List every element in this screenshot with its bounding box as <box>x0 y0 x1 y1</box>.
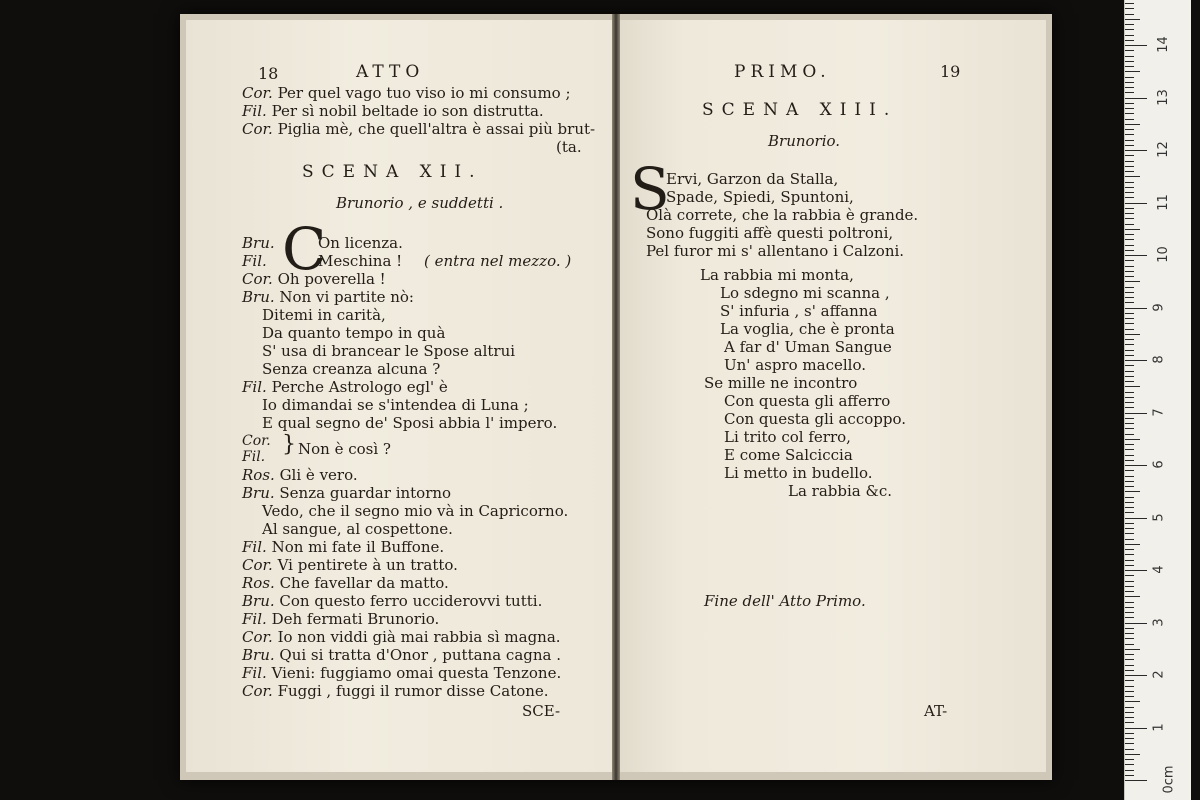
verse-line: La rabbia &c. <box>788 482 893 500</box>
ruler-tick <box>1125 586 1134 587</box>
ruler-tick <box>1125 281 1140 282</box>
scena-title-right: SCENA XIII. <box>702 100 898 120</box>
speaker-fil: Fil. <box>242 449 266 465</box>
ruler-tick <box>1125 166 1134 167</box>
scena-subtitle-right: Brunorio. <box>768 132 841 150</box>
ruler-tick <box>1125 129 1134 130</box>
ruler-tick <box>1125 638 1134 639</box>
ruler-tick <box>1125 491 1140 492</box>
ruler-tick <box>1125 66 1134 67</box>
ruler-label: 12 <box>1155 141 1171 158</box>
ruler-tick <box>1125 780 1147 781</box>
ruler-tick <box>1125 549 1134 550</box>
ruler-tick <box>1125 329 1134 330</box>
ruler-label: 5 <box>1151 512 1167 522</box>
ruler-tick <box>1125 686 1134 687</box>
dialogue-line: Al sangue, al cospettone. <box>262 520 453 538</box>
ruler-tick <box>1125 87 1134 88</box>
verse-line: Fil. Per sì nobil beltade io son distrutta. <box>242 102 544 120</box>
ruler-tick <box>1125 518 1147 519</box>
ruler-tick <box>1125 649 1140 650</box>
ruler-tick <box>1125 607 1134 608</box>
drop-cap-c: C <box>282 215 327 283</box>
ruler-tick <box>1125 449 1134 450</box>
ruler-tick <box>1125 418 1134 419</box>
dialogue-line: Ros. Gli è vero. <box>242 466 358 484</box>
ruler-tick <box>1125 371 1134 372</box>
ruler-tick <box>1125 680 1134 681</box>
ruler-tick <box>1125 434 1134 435</box>
ruler-tick <box>1125 759 1134 760</box>
page-number-left: 18 <box>258 64 279 83</box>
verse-line: S' infuria , s' affanna <box>720 302 878 320</box>
ruler-tick <box>1125 276 1134 277</box>
dialogue-line: Fil. <box>242 252 267 270</box>
dialogue-line: Fil. Non mi fate il Buffone. <box>242 538 445 556</box>
ruler-label: 3 <box>1151 617 1167 627</box>
dialogue-line: Cor. Vi pentirete à un tratto. <box>242 556 458 574</box>
ruler-tick <box>1125 575 1134 576</box>
ruler-tick <box>1125 208 1134 209</box>
ruler-tick <box>1125 533 1134 534</box>
ruler-tick <box>1125 29 1134 30</box>
scena-title-left: SCENA XII. <box>302 162 483 182</box>
ruler-tick <box>1125 339 1134 340</box>
ruler-tick <box>1125 224 1134 225</box>
ruler-tick <box>1125 460 1134 461</box>
ruler-tick <box>1125 722 1134 723</box>
ruler-tick <box>1125 145 1134 146</box>
ruler-tick <box>1125 602 1134 603</box>
ruler-tick <box>1125 108 1134 109</box>
ruler-tick <box>1125 628 1134 629</box>
verse-line: Olà correte, che la rabbia è grande. <box>646 206 919 224</box>
ruler-label: 11 <box>1155 193 1171 211</box>
dialogue-line: Vedo, che il segno mio và in Capricorno. <box>262 502 569 520</box>
ruler-tick <box>1125 617 1134 618</box>
verse-line: Se mille ne incontro <box>704 374 858 392</box>
ruler-tick <box>1125 376 1134 377</box>
dialogue-line: Cor. Oh poverella ! <box>242 270 386 288</box>
ruler-tick <box>1125 439 1140 440</box>
ruler-tick <box>1125 187 1134 188</box>
ruler-tick <box>1125 644 1134 645</box>
verse-line: Sono fuggiti affè questi poltroni, <box>646 224 894 242</box>
ruler-tick <box>1125 234 1134 235</box>
ruler-tick <box>1125 92 1134 93</box>
verse-line: Spade, Spiedi, Spuntoni, <box>666 188 854 206</box>
verse-line: Con questa gli accoppo. <box>724 410 906 428</box>
ruler-tick <box>1125 360 1147 361</box>
ruler-tick <box>1125 523 1134 524</box>
ruler-tick <box>1125 35 1134 36</box>
ruler-tick <box>1125 218 1134 219</box>
ruler-label: 2 <box>1151 670 1167 679</box>
dialogue-line: Ros. Che favellar da matto. <box>242 574 449 592</box>
ruler-tick <box>1125 271 1134 272</box>
ruler-tick <box>1125 229 1140 230</box>
dialogue-line: Meschina ! <box>318 252 403 270</box>
ruler-tick <box>1125 560 1134 561</box>
ruler-tick <box>1125 428 1134 429</box>
book-gutter <box>612 14 620 780</box>
dialogue-line: Io dimandai se s'intendea di Luna ; <box>262 396 529 414</box>
ruler-tick <box>1125 738 1134 739</box>
ruler-tick <box>1125 98 1147 99</box>
speaker-cor: Cor. <box>242 433 271 449</box>
ruler-tick <box>1125 402 1134 403</box>
ruler-tick <box>1125 728 1147 729</box>
drop-cap-s: S <box>630 155 670 223</box>
ruler-tick <box>1125 770 1134 771</box>
ruler-label: 9 <box>1151 302 1167 312</box>
ruler-tick <box>1125 45 1147 46</box>
ruler-tick <box>1125 192 1134 193</box>
ruler-tick <box>1125 701 1140 702</box>
turnover: (ta. <box>556 138 582 156</box>
ruler-tick <box>1125 3 1134 4</box>
verse-line: La rabbia mi monta, <box>700 266 854 284</box>
ruler-tick <box>1125 707 1134 708</box>
scale-ruler <box>1124 0 1191 800</box>
verse-line: E come Salciccia <box>724 446 853 464</box>
ruler-tick <box>1125 670 1134 671</box>
ruler-tick <box>1125 140 1134 141</box>
ruler-tick <box>1125 355 1134 356</box>
dialogue-line: Bru. Senza guardar intorno <box>242 484 452 502</box>
ruler-tick <box>1125 255 1147 256</box>
ruler-tick <box>1125 386 1140 387</box>
stage-direction: ( entra nel mezzo. ) <box>424 252 572 270</box>
ruler-tick <box>1125 486 1134 487</box>
ruler-tick <box>1125 717 1134 718</box>
ruler-label: 10 <box>1155 246 1171 263</box>
dialogue-line: Non è così ? <box>298 440 391 458</box>
ruler-tick <box>1125 150 1147 151</box>
ruler-tick <box>1125 691 1134 692</box>
ruler-tick <box>1125 266 1134 267</box>
ruler-tick <box>1125 502 1134 503</box>
ruler-label: 6 <box>1151 460 1167 469</box>
ruler-tick <box>1125 313 1134 314</box>
ruler-label: 14 <box>1155 36 1171 53</box>
ruler-tick <box>1125 712 1134 713</box>
ruler-tick <box>1125 19 1140 20</box>
ruler-tick <box>1125 544 1140 545</box>
page-number-right: 19 <box>940 62 961 81</box>
ruler-label: 8 <box>1151 355 1167 364</box>
ruler-tick <box>1125 134 1134 135</box>
dialogue-line: Bru. Qui si tratta d'Onor , puttana cagna . <box>242 646 562 664</box>
ruler-tick <box>1125 481 1134 482</box>
ruler-tick <box>1125 743 1134 744</box>
ruler-tick <box>1125 61 1134 62</box>
ruler-tick <box>1125 528 1134 529</box>
verse-line: Con questa gli afferro <box>724 392 891 410</box>
ruler-tick <box>1125 465 1147 466</box>
ruler-tick <box>1125 470 1134 471</box>
ruler-tick <box>1125 182 1134 183</box>
ruler-tick <box>1125 659 1134 660</box>
verse-line: Li metto in budello. <box>724 464 873 482</box>
ruler-tick <box>1125 161 1134 162</box>
ruler-tick <box>1125 50 1134 51</box>
ruler-tick <box>1125 749 1134 750</box>
ruler-tick <box>1125 77 1134 78</box>
ruler-tick <box>1125 381 1134 382</box>
ruler-tick <box>1125 764 1134 765</box>
ruler-tick <box>1125 8 1134 9</box>
ruler-tick <box>1125 203 1147 204</box>
right-page <box>620 20 1046 772</box>
ruler-tick <box>1125 292 1134 293</box>
ruler-tick <box>1125 455 1134 456</box>
dialogue-line: Bru. Con questo ferro ucciderovvi tutti. <box>242 592 543 610</box>
ruler-tick <box>1125 250 1134 251</box>
scena-subtitle-left: Brunorio , e suddetti . <box>336 194 504 212</box>
dialogue-line: S' usa di brancear le Spose altrui <box>262 342 516 360</box>
open-book <box>180 14 1052 780</box>
ruler-tick <box>1125 82 1134 83</box>
dialogue-line: Bru. Non vi partite nò: <box>242 288 414 306</box>
ruler-tick <box>1125 512 1134 513</box>
ruler-tick <box>1125 476 1134 477</box>
dialogue-line: Ditemi in carità, <box>262 306 386 324</box>
ruler-tick <box>1125 581 1134 582</box>
ruler-label: 0cm <box>1161 765 1177 794</box>
ruler-label: 4 <box>1151 565 1167 574</box>
ruler-tick <box>1125 155 1134 156</box>
dialogue-line: Bru. <box>242 234 275 252</box>
ruler-tick <box>1125 171 1134 172</box>
dialogue-line: Cor. Io non viddi già mai rabbia sì magna. <box>242 628 561 646</box>
ruler-tick <box>1125 623 1147 624</box>
ruler-tick <box>1125 665 1134 666</box>
ruler-tick <box>1125 197 1134 198</box>
ruler-tick <box>1125 633 1134 634</box>
verse-line: Cor. Per quel vago tuo viso io mi consumo ; <box>242 84 571 102</box>
verse-line: Ervi, Garzon da Stalla, <box>666 170 839 188</box>
ruler-tick <box>1125 287 1134 288</box>
dialogue-line: Fil. Deh fermati Brunorio. <box>242 610 440 628</box>
dialogue-line: On licenza. <box>318 234 403 252</box>
left-page <box>186 20 612 772</box>
ruler-tick <box>1125 565 1134 566</box>
running-head-left: ATTO <box>356 62 425 82</box>
ruler-tick <box>1125 302 1134 303</box>
ruler-tick <box>1125 176 1140 177</box>
verse-line: Pel furor mi s' allentano i Calzoni. <box>646 242 905 260</box>
ruler-tick <box>1125 113 1134 114</box>
verse-line: La voglia, che è pronta <box>720 320 895 338</box>
ruler-tick <box>1125 124 1140 125</box>
ruler-tick <box>1125 119 1134 120</box>
ruler-tick <box>1125 696 1134 697</box>
verse-line: Li trito col ferro, <box>724 428 851 446</box>
ruler-tick <box>1125 245 1134 246</box>
running-head-right: PRIMO. <box>734 62 831 82</box>
ruler-tick <box>1125 260 1134 261</box>
ruler-label: 7 <box>1151 407 1167 417</box>
brace: } <box>282 432 296 457</box>
dialogue-line: Da quanto tempo in quà <box>262 324 446 342</box>
catchword-left: SCE- <box>522 702 561 720</box>
dialogue-line: Fil. Vieni: fuggiamo omai questa Tenzone. <box>242 664 562 682</box>
dialogue-line: Fil. Perche Astrologo egl' è <box>242 378 448 396</box>
verse-line: A far d' Uman Sangue <box>724 338 892 356</box>
ruler-tick <box>1125 308 1147 309</box>
dialogue-line: E qual segno de' Sposi abbia l' impero. <box>262 414 558 432</box>
verse-line: Cor. Piglia mè, che quell'altra è assai più brut- <box>242 120 596 138</box>
dialogue-line: Senza creanza alcuna ? <box>262 360 441 378</box>
ruler-tick <box>1125 654 1134 655</box>
ruler-tick <box>1125 539 1134 540</box>
ruler-tick <box>1125 365 1134 366</box>
ruler-tick <box>1125 24 1134 25</box>
ruler-tick <box>1125 413 1147 414</box>
ruler-tick <box>1125 213 1134 214</box>
verse-line: Lo sdegno mi scanna , <box>720 284 890 302</box>
ruler-tick <box>1125 318 1134 319</box>
ruler-tick <box>1125 596 1140 597</box>
ruler-tick <box>1125 397 1134 398</box>
ruler-tick <box>1125 423 1134 424</box>
ruler-tick <box>1125 775 1134 776</box>
ruler-label: 1 <box>1151 722 1167 732</box>
verse-line: Un' aspro macello. <box>724 356 866 374</box>
finale-line: Fine dell' Atto Primo. <box>704 592 866 610</box>
ruler-tick <box>1125 675 1147 676</box>
ruler-tick <box>1125 591 1134 592</box>
ruler-tick <box>1125 733 1134 734</box>
ruler-tick <box>1125 754 1140 755</box>
ruler-tick <box>1125 570 1147 571</box>
ruler-tick <box>1125 344 1134 345</box>
ruler-tick <box>1125 40 1134 41</box>
ruler-tick <box>1125 507 1134 508</box>
ruler-tick <box>1125 56 1134 57</box>
ruler-tick <box>1125 103 1134 104</box>
ruler-tick <box>1125 612 1134 613</box>
ruler-tick <box>1125 554 1134 555</box>
ruler-tick <box>1125 14 1134 15</box>
ruler-tick <box>1125 239 1134 240</box>
ruler-tick <box>1125 444 1134 445</box>
ruler-tick <box>1125 392 1134 393</box>
ruler-tick <box>1125 350 1134 351</box>
catchword-right: AT- <box>924 702 948 720</box>
dialogue-line: Cor. Fuggi , fuggi il rumor disse Catone. <box>242 682 549 700</box>
ruler-tick <box>1125 334 1140 335</box>
ruler-tick <box>1125 323 1134 324</box>
ruler-tick <box>1125 497 1134 498</box>
ruler-tick <box>1125 407 1134 408</box>
ruler-tick <box>1125 71 1140 72</box>
ruler-tick <box>1125 297 1134 298</box>
ruler-label: 13 <box>1155 88 1171 106</box>
